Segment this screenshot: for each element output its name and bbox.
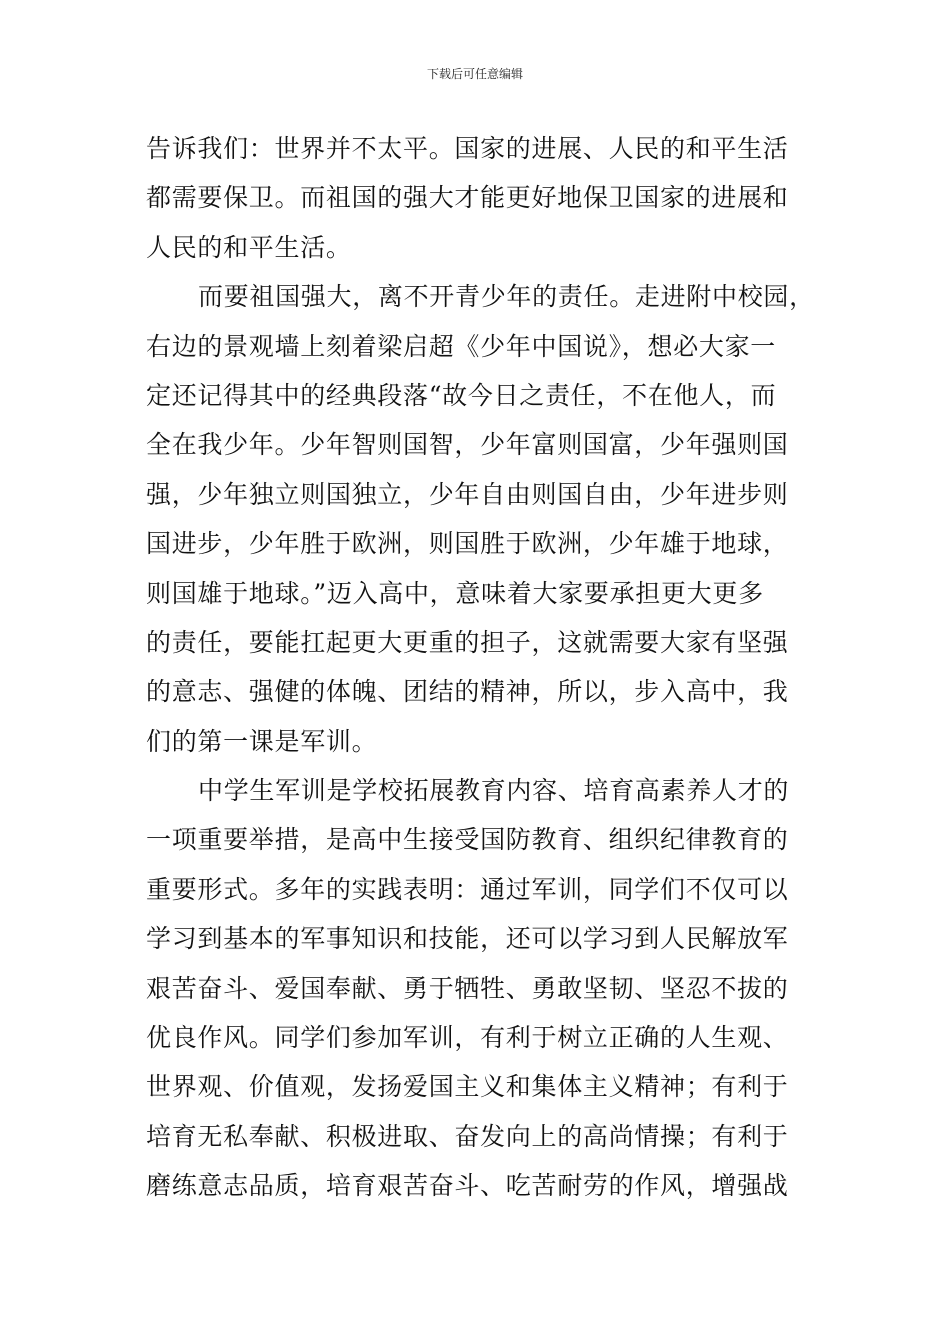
page-header: 下载后可任意编辑 — [426, 67, 523, 81]
text-line: 重要形式。多年的实践表明：通过军训，同学们不仅可以 — [146, 874, 789, 904]
paragraph — [146, 766, 808, 1211]
text-line: 们的第一课是军训。 — [146, 726, 378, 756]
text-line: 一项重要举措，是高中生接受国防教育、组织纪律教育的 — [146, 825, 789, 855]
text-line: 的意志、强健的体魄、团结的精神，所以，步入高中，我 — [146, 677, 789, 707]
text-line: 则国雄于地球。”迈入高中，意味着大家要承担更大更多 — [146, 578, 764, 608]
text-line: 强，少年独立则国独立，少年自由则国自由，少年进步则 — [146, 479, 789, 509]
text-line: 人民的和平生活。 — [146, 232, 352, 262]
paragraph — [146, 124, 808, 272]
document-body — [146, 124, 815, 1211]
text-line: 全在我少年。少年智则国智，少年富则国富，少年强则国 — [146, 430, 789, 460]
text-line: 告诉我们：世界并不太平。国家的进展、人民的和平生活 — [146, 134, 789, 163]
text-line: 优良作风。同学们参加军训，有利于树立正确的人生观、 — [146, 1023, 789, 1053]
text-line: 世界观、价值观，发扬爱国主义和集体主义精神；有利于 — [146, 1072, 789, 1102]
text-line: 国进步，少年胜于欧洲，则国胜于欧洲，少年雄于地球， — [146, 529, 789, 559]
text-line: 艰苦奋斗、爱国奉献、勇于牺牲、勇敢坚韧、坚忍不拔的 — [146, 973, 789, 1003]
text-line: 的责任，要能扛起更大更重的担子，这就需要大家有坚强 — [146, 627, 789, 657]
text-line: 磨练意志品质，培育艰苦奋斗、吃苦耐劳的作风，增强战 — [146, 1171, 789, 1201]
text-line: 学习到基本的军事知识和技能，还可以学习到人民解放军 — [146, 924, 789, 954]
text-line: 定还记得其中的经典段落“故今日之责任，不在他人，而 — [146, 380, 777, 410]
text-line: 而要祖国强大，离不开青少年的责任。走进附中校园， — [198, 282, 815, 312]
text-line: 右边的景观墙上刻着梁启超《少年中国说》，想必大家一 — [146, 331, 777, 361]
text-line: 都需要保卫。而祖国的强大才能更好地保卫国家的进展和 — [146, 183, 789, 213]
text-line: 培育无私奉献、积极进取、奋发向上的高尚情操；有利于 — [146, 1121, 789, 1151]
text-line: 中学生军训是学校拓展教育内容、培育高素养人才的 — [198, 776, 790, 806]
paragraph — [146, 272, 815, 766]
